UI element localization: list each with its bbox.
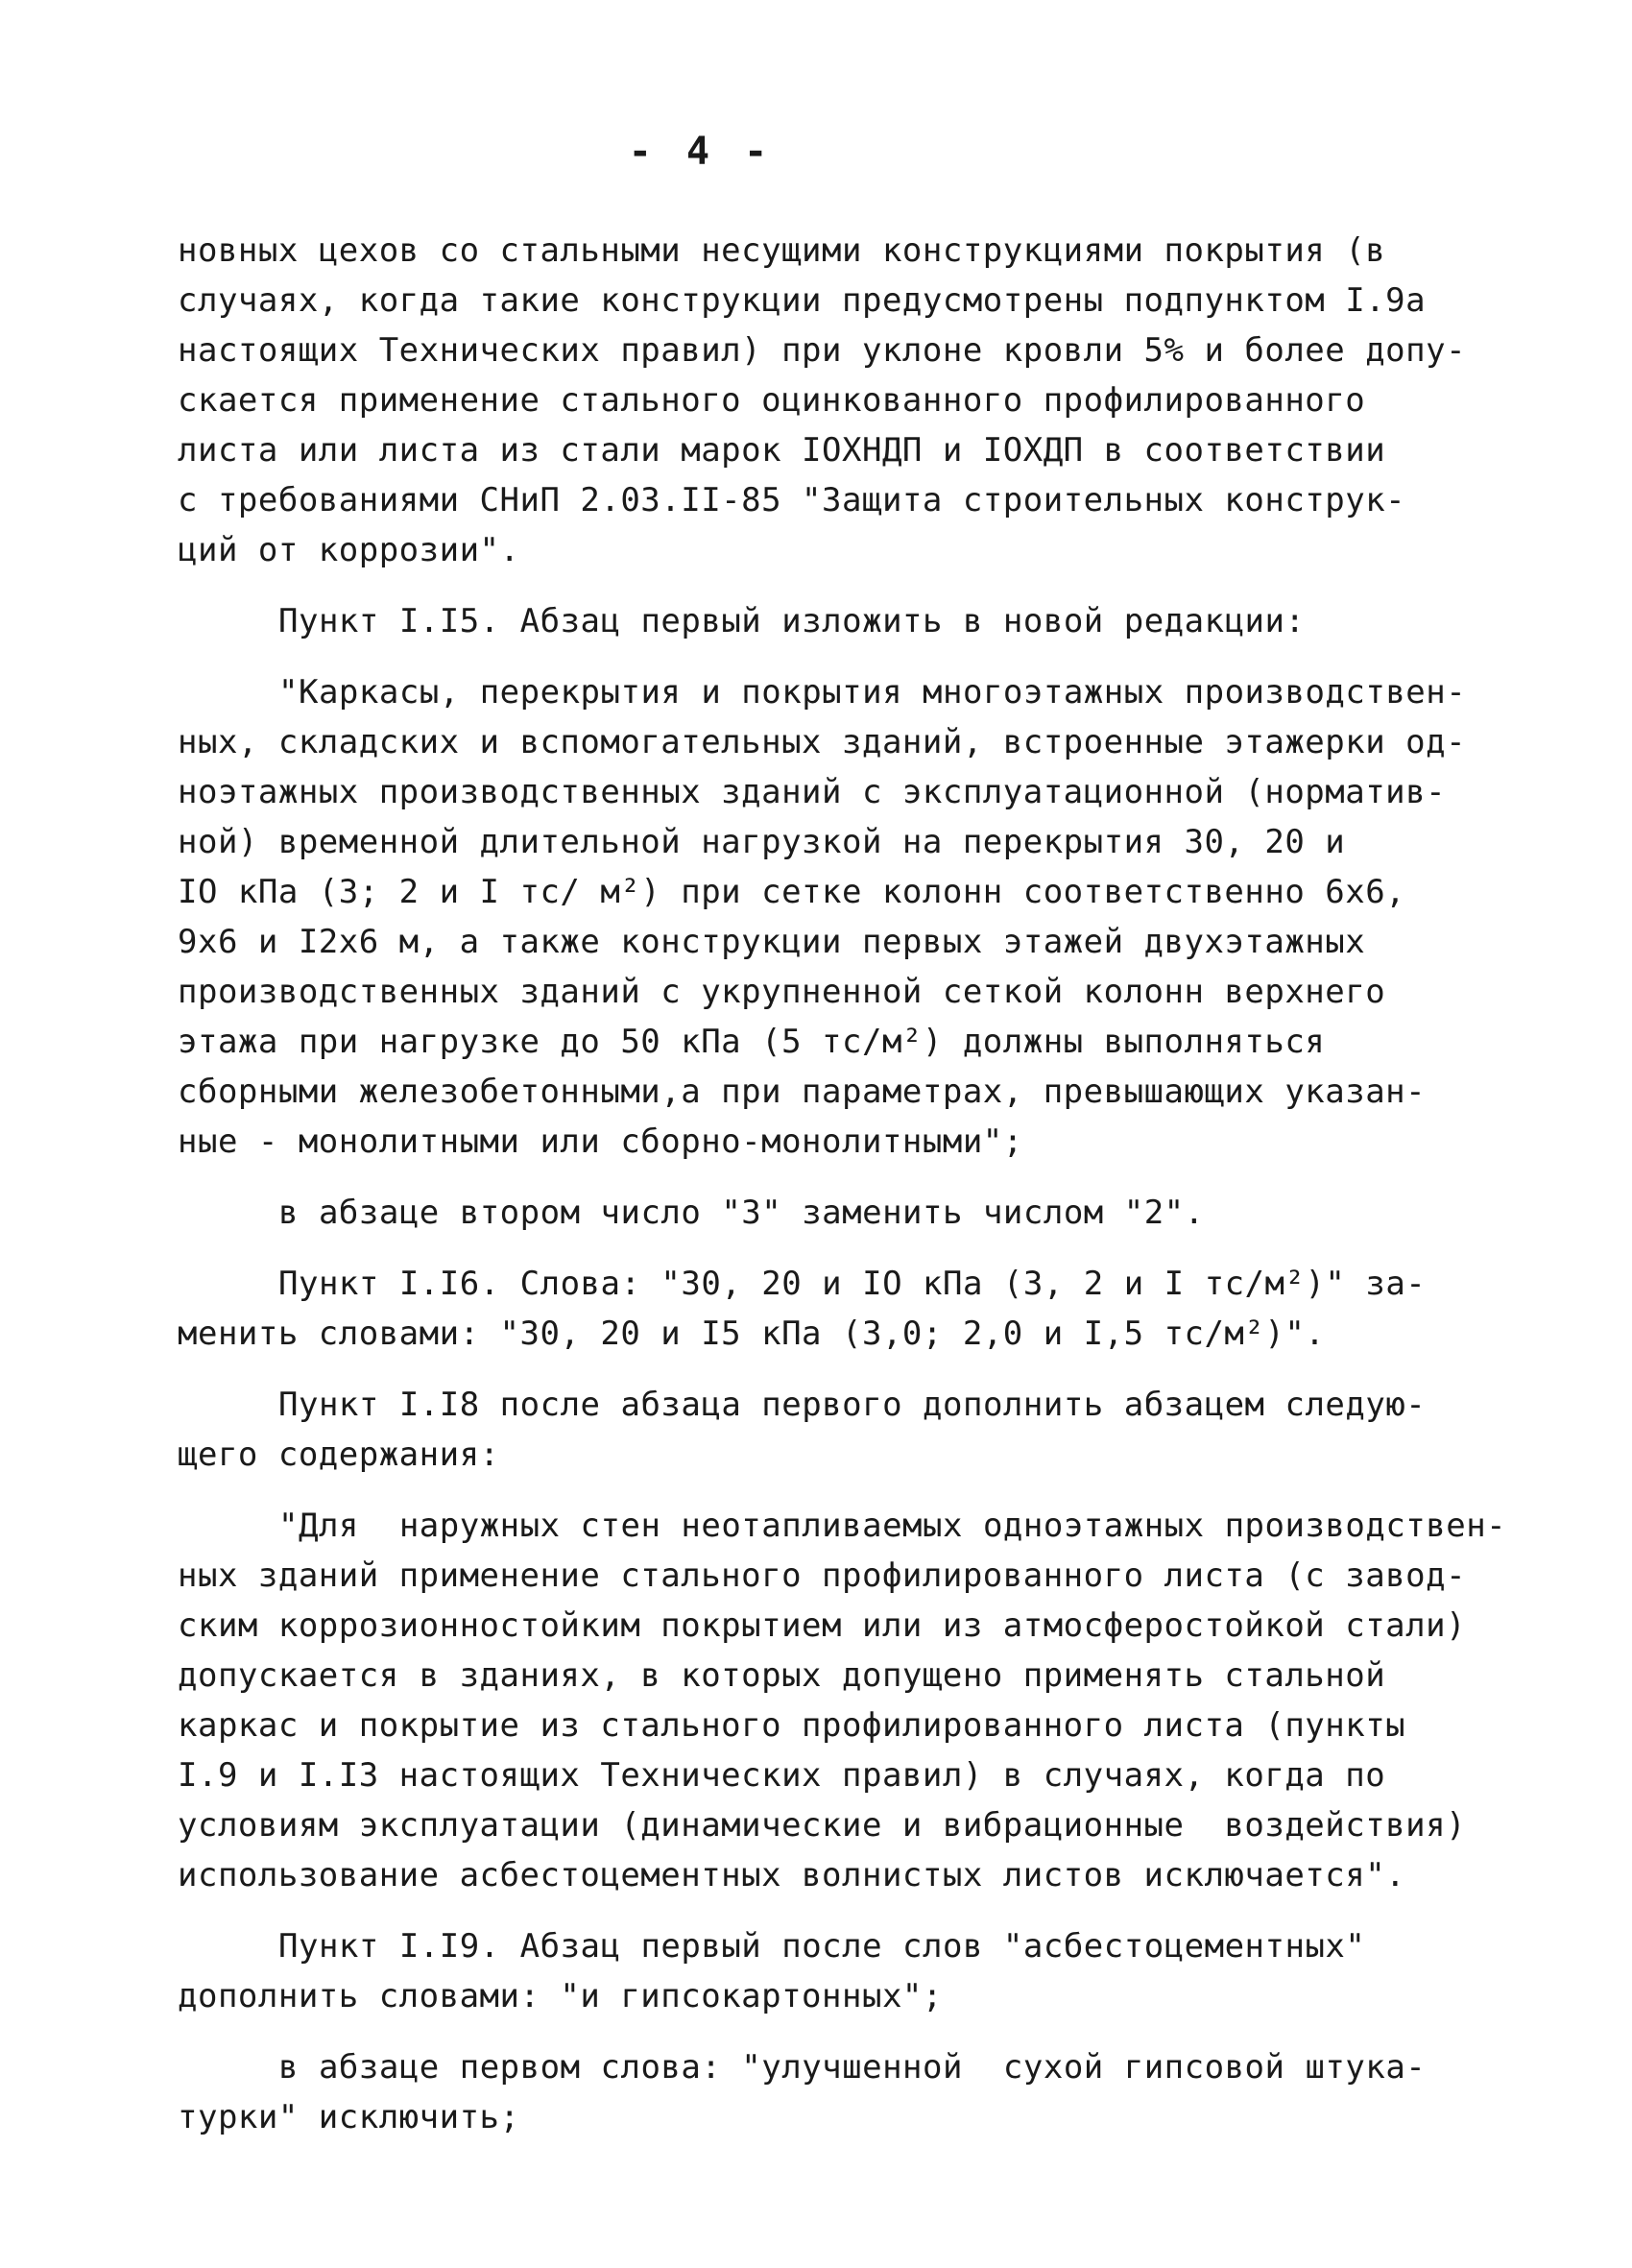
text-line: Пункт I.I8 после абзаца первого дополнить абзацем следую- [278,1386,1427,1424]
paragraph-p9 [178,2042,1541,2142]
text-line: каркас и покрытие из стального профилированного листа (пункты [178,1706,1406,1745]
paragraph-p3 [178,667,1541,1167]
text-line: менить словами: "30, 20 и I5 кПа (3,0; 2,0 и I,5 тс/м²)". [178,1315,1326,1353]
text-line: Пункт I.I5. Абзац первый изложить в новой редакции: [278,602,1306,640]
text-line: с требованиями СНиП 2.03.II-85 "Защита строительных конструк- [178,481,1406,519]
text-line: в абзаце втором число "3" заменить числом "2". [278,1194,1205,1232]
text-line: "Для наружных стен неотапливаемых одноэтажных производствен- [278,1507,1507,1545]
text-line: турки" исключить; [178,2098,520,2136]
paragraph-gap [178,2021,1541,2042]
paragraph-gap [178,1359,1541,1380]
text-line: ные - монолитными или сборно-монолитными"; [178,1122,1023,1161]
document-body [178,226,1541,2142]
text-line: ной) временной длительной нагрузкой на перекрытия 30, 20 и [178,823,1346,861]
text-line: IO кПа (3; 2 и I тс/ м²) при сетке колонн соответственно 6х6, [178,873,1406,911]
text-line: случаях, когда такие конструкции предусмотрены подпунктом I.9а [178,281,1427,320]
text-line: I.9 и I.I3 настоящих Технических правил) в случаях, когда по [178,1756,1386,1795]
text-line: условиям эксплуатации (динамические и вибрационные воздействия) [178,1806,1467,1845]
paragraph-gap [178,575,1541,596]
paragraph-p6 [178,1380,1541,1480]
text-line: ных, складских и вспомогательных зданий, встроенные этажерки од- [178,723,1467,761]
text-line: "Каркасы, перекрытия и покрытия многоэтажных производствен- [278,673,1467,712]
text-line: щего содержания: [178,1436,500,1474]
paragraph-gap [178,1238,1541,1259]
text-line: новных цехов со стальными несущими конструкциями покрытия (в [178,231,1386,270]
text-line: скается применение стального оцинкованного профилированного [178,381,1366,420]
paragraph-gap [178,1900,1541,1921]
text-line: дополнить словами: "и гипсокартонных"; [178,1977,943,2015]
text-line: листа или листа из стали марок IOXНДП и IOXДП в соответствии [178,431,1386,470]
text-line: ций от коррозии". [178,531,520,569]
text-line: использование асбестоцементных волнистых листов исключается". [178,1856,1406,1894]
text-line: 9х6 и I2х6 м, а также конструкции первых этажей двухэтажных [178,923,1366,961]
paragraph-p5 [178,1259,1541,1359]
text-line: производственных зданий с укрупненной сеткой колонн верхнего [178,973,1386,1011]
page-number: - 4 - [628,130,774,174]
paragraph-gap [178,1480,1541,1501]
text-line: допускается в зданиях, в которых допущено применять стальной [178,1656,1386,1695]
paragraph-gap [178,1167,1541,1188]
text-line: настоящих Технических правил) при уклоне кровли 5% и более допу- [178,331,1467,370]
text-line: сборными железобетонными,а при параметрах, превышающих указан- [178,1073,1427,1111]
text-line: Пункт I.I9. Абзац первый после слов "асбестоцементных" [278,1927,1366,1966]
text-line: ским коррозионностойким покрытием или из атмосферостойкой стали) [178,1606,1467,1645]
paragraph-p1 [178,226,1541,575]
text-line: в абзаце первом слова: "улучшенной сухой гипсовой штука- [278,2048,1427,2087]
paragraph-p4 [178,1188,1541,1238]
paragraph-p7 [178,1501,1541,1900]
paragraph-p2 [178,596,1541,646]
text-line: этажа при нагрузке до 50 кПа (5 тс/м²) должны выполняться [178,1023,1326,1061]
paragraph-p8 [178,1921,1541,2021]
text-line: ных зданий применение стального профилированного листа (с завод- [178,1556,1467,1595]
text-line: ноэтажных производственных зданий с эксплуатационной (норматив- [178,773,1447,811]
text-line: Пункт I.I6. Слова: "30, 20 и IO кПа (3, 2 и I тс/м²)" за- [278,1265,1427,1303]
paragraph-gap [178,646,1541,667]
